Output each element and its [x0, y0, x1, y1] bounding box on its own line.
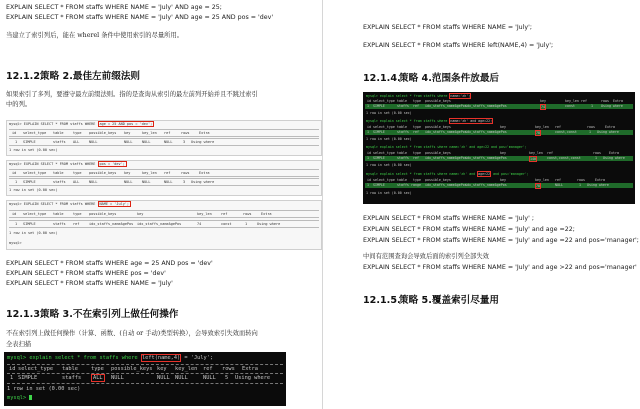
- section-number: 12.1.5.: [363, 295, 401, 306]
- highlight-box: name='zh';: [450, 94, 471, 98]
- query-line: mysql> EXPLAIN SELECT * FROM staffs WHERE age = 25 AND pos = 'dev';: [9, 122, 153, 126]
- table-header-row: id select_type table type possible_keys key key_len ref rows Extra: [367, 178, 605, 182]
- highlight-box: 78: [536, 131, 540, 135]
- sql-line: EXPLAIN SELECT * FROM staffs WHERE NAME = 'July' and age =22;: [363, 226, 575, 233]
- paragraph: 全表扫描: [6, 341, 32, 348]
- query-line: mysql> EXPLAIN SELECT * FROM staffs WHERE NAME = 'July';: [9, 202, 130, 206]
- highlight-box: name='zh' and age=22;: [450, 119, 493, 123]
- query-line: mysql> explain select * from staffs where name='zh';: [366, 94, 471, 98]
- table-row: 1 SIMPLE staffs ref idx_staffs_nameAgePos idx_staffs_nameAgePos 74 const 1 Using where: [365, 104, 633, 109]
- mysql-screenshot: [6, 160, 322, 196]
- result-footer: 1 row in set (0.00 sec): [366, 191, 412, 195]
- section-title: 策略 2.最佳左前缀法则: [40, 71, 141, 82]
- sql-line: EXPLAIN SELECT * FROM staffs WHERE left(NAME,4) = 'July';: [363, 42, 554, 49]
- result-footer: 1 row in set (0.00 sec): [9, 188, 58, 192]
- sql-line: EXPLAIN SELECT * FROM staffs WHERE NAME = 'July' AND age = 25;: [6, 4, 222, 11]
- table-row: 1 SIMPLE staffs ref idx_staffs_nameAgePos idx_staffs_nameAgePos 74 const 1 Using where: [9, 220, 319, 228]
- table-header-row: id select_type table type possible_keys key key_len ref rows Extra: [9, 169, 319, 177]
- table-row: 1 SIMPLE staffs ALL NULL NULL NULL NULL 3 Using where: [9, 138, 319, 146]
- note-text: 中间有范围查询会导致后面的索引列全部失效: [363, 253, 489, 260]
- highlight-box: 140: [530, 157, 536, 161]
- result-footer: 1 row in set (0.00 sec): [9, 231, 58, 235]
- sql-line: EXPLAIN SELECT * FROM staffs WHERE pos = 'dev': [6, 270, 166, 277]
- section-number: 12.1.3.: [6, 309, 44, 320]
- result-footer: 1 row in set (0.00 sec): [9, 148, 58, 152]
- sql-line: EXPLAIN SELECT * FROM staffs WHERE NAME = 'July' ;: [363, 215, 535, 222]
- sql-line: EXPLAIN SELECT * FROM staffs WHERE NAME = 'July' and age >22 and pos='manager': [363, 264, 637, 271]
- section-number: 12.1.2.: [6, 71, 44, 82]
- highlight-box: 78: [536, 184, 540, 188]
- table-header-row: id select_type table type possible_keys key key_len ref rows Extra: [9, 210, 319, 218]
- table-header-row: id select_type table type possible_keys key key_len ref rows Extra: [9, 129, 319, 137]
- result-footer: 1 row in set (0.00 sec): [366, 163, 412, 167]
- right-page: [323, 0, 640, 409]
- query-line: mysql> explain select * from staffs where left(name,4) = 'July';: [7, 355, 214, 361]
- sql-line: EXPLAIN SELECT * FROM staffs WHERE age = 25 AND pos = 'dev': [6, 260, 213, 267]
- result-footer: 1 row in set (0.00 sec): [366, 111, 412, 115]
- section-heading: [6, 306, 178, 320]
- table-row: 1 SIMPLE staffs ALL NULL NULL NULL NULL 3 Using where: [9, 178, 319, 186]
- query-line: mysql> explain select * from staffs where name='zh' and age>22 and pos='manager';: [366, 172, 529, 176]
- highlight-box: 74: [541, 105, 545, 109]
- paragraph: 中的列。: [6, 101, 32, 108]
- query-line: mysql> explain select * from staffs where name='zh' and age=22;: [366, 119, 493, 123]
- query-line: mysql> EXPLAIN SELECT * FROM staffs WHERE pos = 'dev';: [9, 162, 125, 166]
- sql-line: EXPLAIN SELECT * FROM staffs WHERE NAME = 'July' and age =22 and pos='manager';: [363, 237, 639, 244]
- table-row: 1 SIMPLE staffs ALL NULL NULL NULL NULL 5 Using where: [7, 374, 283, 384]
- table-row: 1 SIMPLE staffs ref idx_staffs_nameAgePos idx_staffs_nameAgePos 140 const,const,const 1 Using where: [365, 156, 633, 161]
- paragraph: 如果索引了多列，要遵守最左前缀法则。指的是查询从索引的最左前列开始并且不跳过索引: [6, 91, 258, 98]
- note-text: 当建立了索引列后，能在 wherel 条件中使用索引的尽量所用。: [6, 32, 184, 39]
- table-header-row: id select_type table type possible_keys key key_len ref rows Extra: [367, 99, 623, 103]
- sql-line: EXPLAIN SELECT * FROM staffs WHERE NAME = 'July' AND age = 25 AND pos = 'dev': [6, 14, 274, 21]
- paragraph: 不在索引列上做任何操作（计算、函数、(自动 or 手动)类型转换），会导致索引失效而转向: [6, 330, 258, 337]
- section-heading: [363, 292, 499, 306]
- section-number: 12.1.4.: [363, 73, 401, 84]
- section-heading: [363, 70, 499, 84]
- table-row: 1 SIMPLE staffs ref idx_staffs_nameAgePos idx_staffs_nameAgePos 78 const,const 1 Using where: [365, 130, 633, 135]
- query-line: mysql> explain select * from staffs where name='zh' and age=22 and pos='manager';: [366, 145, 527, 149]
- mysql-prompt: mysql>: [7, 395, 32, 401]
- table-row: 1 SIMPLE staffs range idx_staffs_nameAgePos idx_staffs_nameAgePos 78 NULL 1 Using where: [365, 183, 633, 188]
- section-heading: [6, 68, 140, 82]
- result-footer: 1 row in set (0.00 sec): [366, 137, 412, 141]
- mysql-prompt: mysql>: [9, 241, 22, 245]
- highlight-box: age>22: [478, 172, 491, 176]
- section-title: 策略 4.范围条件放最后: [399, 73, 500, 84]
- section-title: 策略 5.覆盖索引尽量用: [399, 295, 500, 306]
- result-footer: 1 row in set (0.00 sec): [7, 386, 81, 392]
- mysql-screenshot: [6, 120, 322, 156]
- table-header-row: id select_type table type possible_keys key key_len ref rows Extra: [367, 151, 619, 155]
- sql-line: EXPLAIN SELECT * FROM staffs WHERE NAME = 'July';: [363, 24, 533, 31]
- mysql-terminal: [4, 352, 286, 406]
- highlight-box: ALL: [93, 375, 103, 381]
- mysql-screenshot: [6, 200, 322, 250]
- mysql-terminal: [363, 92, 635, 204]
- sql-line: EXPLAIN SELECT * FROM staffs WHERE NAME = 'July': [6, 280, 173, 287]
- highlight-box: left(name,4): [141, 355, 181, 361]
- section-title: 策略 3.不在索引列上做任何操作: [40, 309, 179, 320]
- table-header-row: id select_type table type possible_keys key key_len ref rows Extra: [7, 364, 283, 374]
- table-header-row: id select_type table type possible_keys key key_len ref rows Extra: [367, 125, 615, 129]
